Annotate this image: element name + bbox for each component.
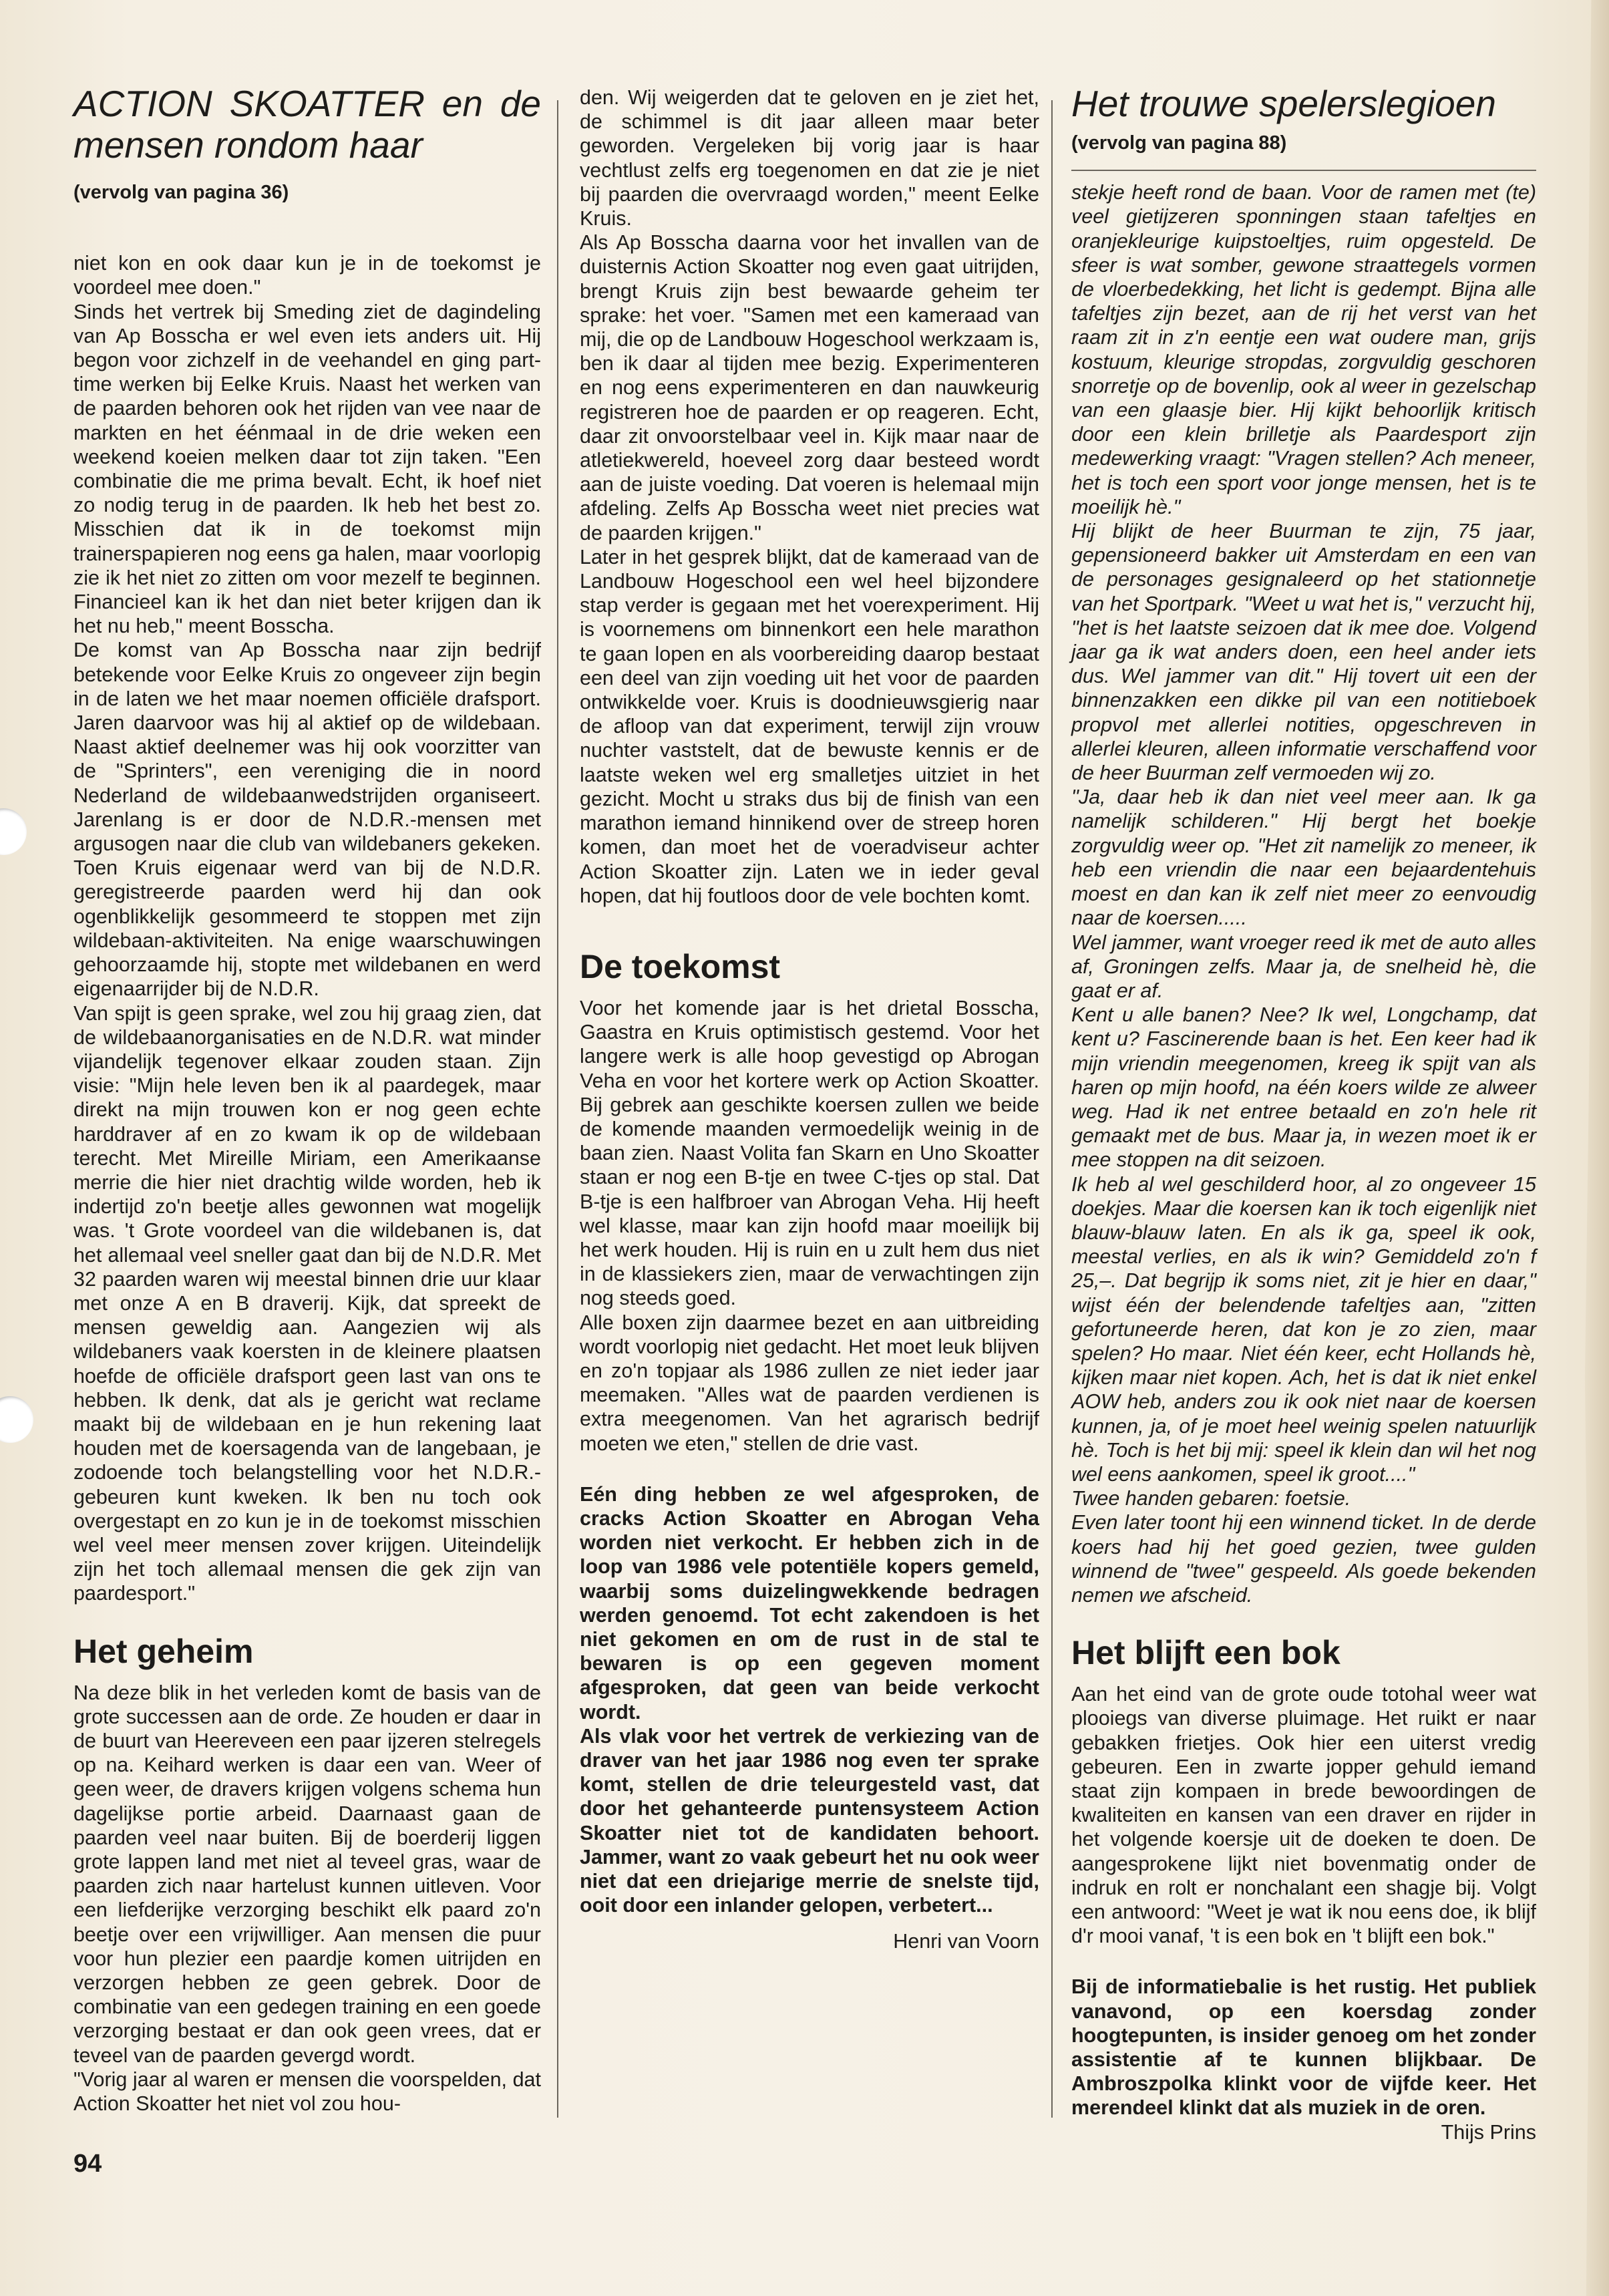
- section-heading: Het blijft een bok: [1071, 1634, 1340, 1672]
- italic-paragraph: Hij blijkt de heer Buurman te zijn, 75 jaar, gepensioneerd bakker uit Amsterdam en een van de personages gesignaleerd op het stationnetje van het Sportpark. "Weet u wat het is," verzucht hij, "het is het laatste seizoen dat ik mee doe. Volgend jaar ga ik wat anders doen, een heel ander iets dus. Wel jammer van dit." Hij tovert uit een der binnenzakken een dikke pil van een notitieboek propvol met allerlei notities, opgeschreven in allerlei kleuren, alleen informatie verschaffend voor de heer Buurman zelf vermoeden wij zo.: [1071, 520, 1536, 785]
- italic-paragraph: stekje heeft rond de baan. Voor de ramen met (te) veel gietijzeren sponningen staan tafeltjes en oranjekleurige kuipstoeltjes, ruim opgesteld. De sfeer is wat somber, gewone straattegels vormen de vloerbedekking, het licht is gedempt. Bijna alle tafeltjes zijn bezet, aan de rij het verst van het raam zit in z'n eentje een wat oudere man, grijs kostuum, kleurige stropdas, zorgvuldig geschoren snorretje op de bovenlip, ook al weer in gezelschap van een glaasje bier. Hij kijkt behoorlijk kritisch door een klein brilletje als Paardesport zijn medewerking vraagt: "Vragen stellen? Ach meneer, het is toch een sport voor jonge mensen, het is te moeilijk hè.": [1071, 181, 1536, 518]
- body-paragraph: Sinds het vertrek bij Smeding ziet de dagindeling van Ap Bosscha er wel even iets anders uit. Hij begon voor zichzelf in de veehandel en ging part-time werken bij Eelke Kruis. Naast het werken van de paarden behoren ook het rijden van vee naar de markten en het éénmaal in de drie weken een weekend koeien melken daar tot zijn taken. "Een combinatie die me prima bevalt. Echt, ik hoef niet zo nodig terug in de paarden. Ik heb het best zo. Misschien dat ik in de toekomst mijn trainerspapieren nog eens ga halen, maar voorlopig zie ik het niet zo zitten om voor mezelf te beginnen. Financieel kan ik het dan niet beter krijgen dan ik het nu heb," meent Bosscha.: [73, 300, 541, 638]
- body-paragraph: niet kon en ook daar kun je in de toekomst je voordeel mee doen.": [73, 252, 541, 299]
- section-heading: Het geheim: [73, 1632, 254, 1670]
- body-paragraph: Aan het eind van de grote oude totohal weer wat plooiegs van diverse pluimage. Het ruikt er naar gebakken frietjes. Ook hier een uiterst vredig gebeuren. Een in zwarte jopper gehuld iemand staat zijn kompaen in brede bewoordingen de kwaliteiten en kansen van een draver en rijder in het volgende koersje uit de doeken te doen. De aangesprokene lijkt niet bovenmatig onder de indruk en rolt er nonchalant een shagje bij. Volgt een antwoord: "Weet je wat ik nou eens doe, ik blijf d'r mooi vanaf, 't is een bok en 't blijft een bok.": [1071, 1683, 1536, 1948]
- body-paragraph: "Vorig jaar al waren er mensen die voorspelden, dat Action Skoatter het niet vol zou hou-: [73, 2068, 541, 2116]
- continued-note: (vervolg van pagina 88): [1071, 132, 1287, 154]
- left-column: [73, 73, 541, 2116]
- body-paragraph: Van spijt is geen sprake, wel zou hij graag zien, dat de wildebaanorganisaties en de N.D.R. wat minder vijandelijk tegenover elkaar zouden staan. Zijn visie: "Mijn hele leven ben ik al paardegek, maar direkt na mijn trouwen kon er nog geen echte harddraver af en zo kwam ik op de wildebaan terecht. Met Mireille Miriam, een Amerikaanse merrie die hier niet drachtig wilde worden, heb ik indertijd zo'n beetje alles gewonnen wat mogelijk was. 't Grote voordeel van die wildebanen is, dat het allemaal veel sneller gaat dan bij de N.D.R. Met 32 paarden waren wij meestal binnen drie uur klaar met onze A en B draverij. Kijk, dat spreekt de mensen geweldig aan. Aangezien wij als wildebaners vaak koersten in de kleinere plaatsen hoefde de officiële drafsport geen last van ons te hebben. Ik denk, dat als je gericht wat reclame maakt bij de wildebaan en je hun rekening laat houden met de koersagenda van de langebaan, je zodoende toch belangstelling voor het N.D.R.-gebeuren kunt kweken. Ik ben nu toch ook overgestapt en zo kun je in de toekomst misschien wel veel meer mensen zover krijgen. Uiteindelijk zijn het toch allemaal mensen die gek zijn van paardesport.": [73, 1001, 541, 1605]
- author-byline: Thijs Prins: [1441, 2120, 1536, 2144]
- right-column: [1071, 73, 1536, 2144]
- italic-paragraph: "Ja, daar heb ik dan niet veel meer aan. Ik ga namelijk schilderen." Hij bergt het boekje zorgvuldig weer op. "Het zit namelijk zo meneer, ik heb een vriendin die naar een bejaardentehuis moest en dan kan ik zelf niet meer zo eenvoudig naar de koersen.....: [1071, 786, 1536, 930]
- middle-column: [580, 86, 1039, 1954]
- body-paragraph: Na deze blik in het verleden komt de basis van de grote successen aan de orde. Ze houden er daar in de buurt van Heereveen een paar ijzeren stelregels op na. Keihard werken is daar een van. Weer of geen weer, de dravers krijgen volgens schema hun dagelijkse portie arbeid. Daarnaast gaan de paarden veel naar buiten. Bij de boerderij liggen grote lappen land met niet al teveel gras, waar de paarden zich naar hartelust kunnen uitleven. Voor een liefderijke verzorging beschikt elk paard zo'n beetje over een vrijwilliger. Aan mensen die puur voor hun plezier een paardje komen uitrijden en verzorgen hebben ze geen gebrek. Door de combinatie van een gedegen training en een goede verzorging bestaat er dan ook geen vrees, dat er teveel van de paarden gevergd wordt.: [73, 1681, 541, 2067]
- rule: [1071, 170, 1536, 171]
- body-paragraph: den. Wij weigerden dat te geloven en je ziet het, de schimmel is dit jaar alleen maar beter geworden. Vergeleken bij vorig jaar is haar vechtlust zelfs erg toegenomen en dat zie je niet bij paarden die overvraagd worden," meent Eelke Kruis.: [580, 86, 1039, 230]
- bold-paragraph: Eén ding hebben ze wel afgesproken, de cracks Action Skoatter en Abrogan Veha worden niet verkocht. Er hebben zich in de loop van 1986 vele potentiële kopers gemeld, waarbij soms duizelingwekkende bedragen werden genoemd. Tot echt zakendoen is het niet gekomen en om de rust in de stal te bewaren is op een gegeven moment afgesproken, dat geen van beide verkocht wordt.: [580, 1482, 1039, 1724]
- italic-paragraph: Wel jammer, want vroeger reed ik met de auto alles af, Groningen zelfs. Maar ja, de snelheid hè, die gaat er af.: [1071, 931, 1536, 1002]
- column-divider: [557, 100, 558, 2118]
- bold-paragraph: Bij de informatiebalie is het rustig. Het publiek vanavond, op een koersdag zonder hoogtepunten, is insider genoeg om het zonder assistentie af te kunnen blijkbaar. De Ambroszpolka klinkt voor de vijfde keer. Het merendeel klinkt dat als muziek in de oren.: [1071, 1975, 1536, 2120]
- section-heading: De toekomst: [580, 947, 781, 985]
- article-title: Het trouwe spelerslegioen: [1071, 83, 1496, 124]
- italic-paragraph: Kent u alle banen? Nee? Ik wel, Longchamp, dat kent u? Fascinerende baan is het. Een keer had ik mijn vriendin meegenomen, kreeg ik spijt van als haren op mijn hoofd, na één koers wilde ze alweer weg. Had ik net entree betaald en zo'n hele rit gemaakt met de bus. Maar ja, in wezen moet ik er mee stoppen na dit seizoen.: [1071, 1003, 1536, 1172]
- body-paragraph: Voor het komende jaar is het drietal Bosscha, Gaastra en Kruis optimistisch gestemd. Voor het langere werk is alle hoop gevestigd op Abrogan Veha en voor het kortere werk op Action Skoatter. Bij gebrek aan geschikte koersen zullen we beide de komende maanden vermoedelijk weinig in de baan zien. Naast Volita fan Skarn en Uno Skoatter staan er nog een B-tje en twee C-tjes op stal. Dat B-tje is een halfbroer van Abrogan Veha. Hij heeft wel klasse, maar kan zijn hoofd maar moeilijk bij het werk houden. Hij is ruin en u zult hem dus niet in de klassiekers zien, maar de verwachtingen zijn nog steeds goed.: [580, 996, 1039, 1310]
- bold-paragraph: Als vlak voor het vertrek de verkiezing van de draver van het jaar 1986 nog even ter sprake komt, stellen de drie teleurgesteld vast, dat door het gehanteerde puntensysteem Action Skoatter niet tot de kandidaten behoort. Jammer, want zo vaak gebeurt het nu ook weer niet dat een driejarige merrie de snelste tijd, ooit door een inlander gelopen, verbetert...: [580, 1724, 1039, 1917]
- italic-paragraph: Ik heb al wel geschilderd hoor, al zo ongeveer 15 doekjes. Maar die koersen kan ik toch eigenlijk niet blauw-blauw laten. En als ik ga, speel ik ook, meestal verlies, en als ik win? Gemiddeld zo'n f 25,–. Dat begrijp ik soms niet, zit je hier en daar," wijst één der belendende tafeltjes aan, "zitten gefortuneerde heren, dat kon je zo zien, maar spelen? Ho maar. Niet één keer, echt Hollands hè, kijken maar niet kopen. Ach, het is dat ik niet enkel AOW heb, anders zou ik ook niet naar de koersen kunnen, ja, of je moet heel weinig spelen natuurlijk hè. Toch is het bij mij: speel ik klein dan wil het nog wel eens aankomen, speel ik groot....": [1071, 1172, 1536, 1486]
- italic-paragraph: Even later toont hij een winnend ticket. In de derde koers had hij het goed gezien, twee gulden winnend de "twee" gespeeld. Als goede bekenden nemen we afscheid.: [1071, 1511, 1536, 1607]
- column-divider: [1051, 100, 1053, 2118]
- body-paragraph: De komst van Ap Bosscha naar zijn bedrijf betekende voor Eelke Kruis zo ongeveer zijn begin in de laten we het maar noemen officiële drafsport. Jaren daarvoor was hij al aktief op de wildebaan. Naast aktief deelnemer was hij ook voorzitter van de "Sprinters", een vereniging die in noord Nederland de wildebaanwedstrijden organiseert. Jarenlang is er door de N.D.R.-mensen met argusogen naar die club van wildebaners gekeken. Toen Kruis eigenaar werd van bij de N.D.R. geregistreerde paarden werd hij dan ook ogenblikkelijk gesommeerd te stoppen met zijn wildebaan-aktiviteiten. Na enige waarschuwingen gehoorzaamde hij, stopte met wildebanen en werd eigenaarrijder bij de N.D.R.: [73, 639, 541, 1001]
- body-paragraph: Alle boxen zijn daarmee bezet en aan uitbreiding wordt voorlopig niet gedacht. Het moet leuk blijven en zo'n topjaar als 1986 zullen ze niet ieder jaar meemaken. "Alles wat de paarden verdienen is extra meegenomen. Van het agrarisch bedrijf moeten we eten," stellen de drie vast.: [580, 1311, 1039, 1455]
- page-number: 94: [73, 2150, 102, 2178]
- author-byline: Henri van Voorn: [893, 1930, 1039, 1953]
- body-paragraph: Als Ap Bosscha daarna voor het invallen van de duisternis Action Skoatter nog even gaat uitrijden, brengt Kruis zijn best bewaarde geheim ter sprake: het voer. "Samen met een kameraad van mij, die op de Landbouw Hogeschool werkzaam is, ben ik daar al tijden mee bezig. Experimenteren en nog eens experimenteren en dan nauwkeurig registreren hoe de paarden er op reageren. Echt, daar zit onvoorstelbaar veel in. Kijk maar naar de atletiekwereld, hoeveel zorg daar besteed wordt aan de juiste voeding. Dat voeren is helemaal mijn afdeling. Zelfs Ap Bosscha weet niet precies wat de paarden krijgen.": [580, 231, 1039, 544]
- body-paragraph: Later in het gesprek blijkt, dat de kameraad van de Landbouw Hogeschool een wel heel bijzondere stap verder is gegaan met het voerexperiment. Hij is voornemens om binnenkort een hele marathon te gaan lopen en als voorbereiding daarop bestaat een deel van zijn voeding uit het voor de paarden ontwikkelde voer. Kruis is doodnieuwsgierig naar de afloop van dat experiment, terwijl zijn vrouw nuchter vaststelt, dat de bewuste kennis er de laatste weken wel erg smalletjes uitziet in het gezicht. Mocht u straks dus bij de finish van een marathon iemand hinnikend over de streep horen komen, dan moet het de voeradviseur achter Action Skoatter zijn. Laten we in ieder geval hopen, dat hij foutloos door de vele bochten komt.: [580, 545, 1039, 907]
- italic-paragraph: Twee handen gebaren: foetsie.: [1071, 1487, 1351, 1510]
- article-title: ACTION SKOATTER en de mensen rondom haar: [73, 83, 541, 166]
- continued-note: (vervolg van pagina 36): [73, 182, 289, 203]
